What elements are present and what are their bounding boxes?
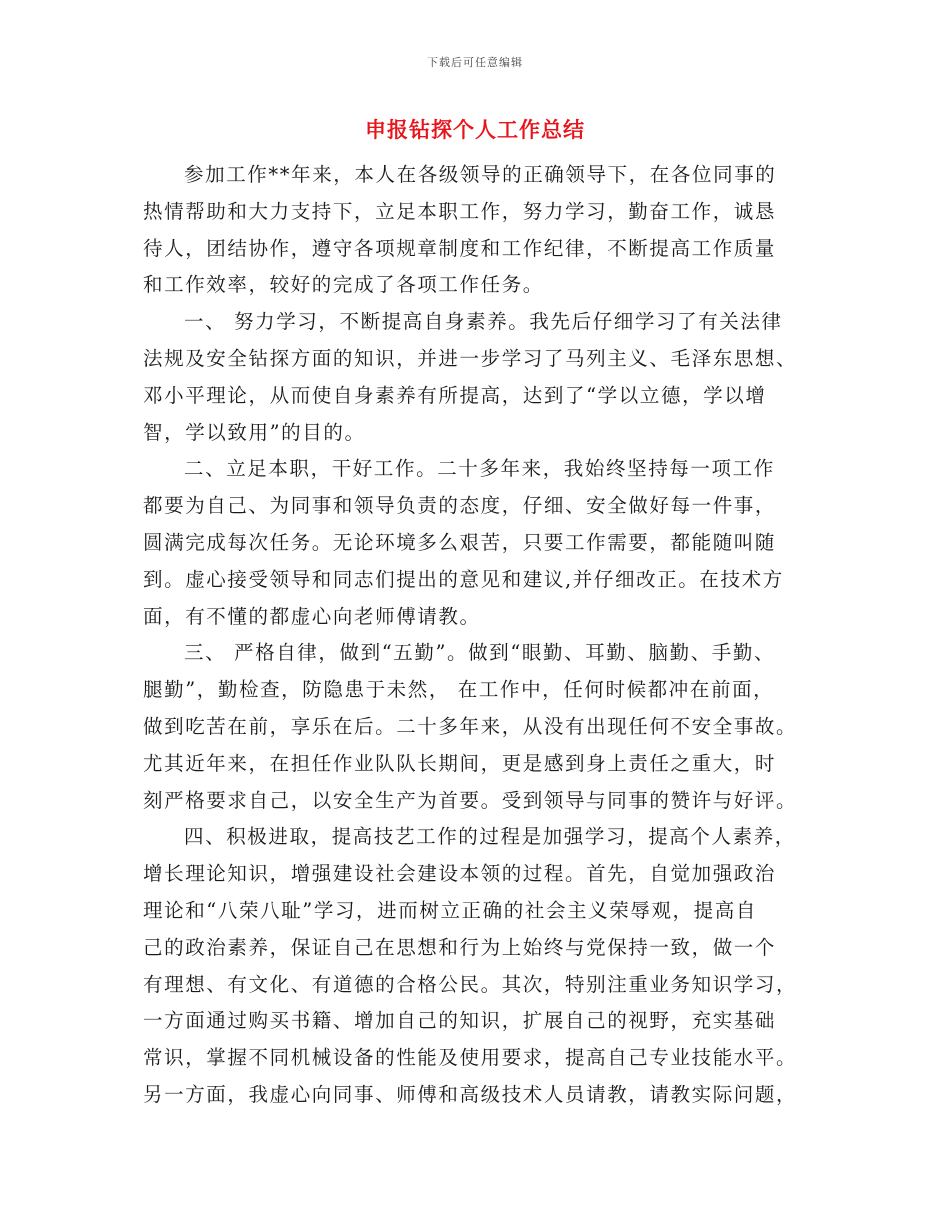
document-title: 申报钻探个人工作总结 (365, 118, 585, 142)
paragraph-line: 有理想、有文化、有道德的合格公民。其次，特别注重业务知识学习， (143, 972, 798, 996)
paragraph-1 (143, 157, 823, 304)
paragraph-line: 热情帮助和大力支持下，立足本职工作，努力学习，勤奋工作，诚恳 (143, 199, 777, 223)
paragraph-line: 智，学以致用”的目的。 (143, 420, 366, 444)
paragraph-line: 另一方面，我虚心向同事、师傅和高级技术人员请教，请教实际问题， (143, 1082, 798, 1106)
header-note: 下载后可任意编辑 (427, 56, 523, 69)
paragraph-line: 常识，掌握不同机械设备的性能及使用要求，提高自己专业技能水平。 (143, 1046, 798, 1070)
paragraph-line: 邓小平理论，从而使自身素养有所提高，达到了“学以立德，学以增 (143, 383, 767, 407)
paragraph-line: 腿勤”，勤检查，防隐患于未然， 在工作中，任何时候都冲在前面， (143, 678, 775, 702)
paragraph-line: 增长理论知识，增强建设社会建设本领的过程。首先，自觉加强政治 (143, 862, 777, 886)
paragraph-3 (143, 451, 823, 635)
paragraph-line: 理论和“八荣八耻”学习，进而树立正确的社会主义荣辱观，提高自 (143, 898, 757, 922)
paragraph-line: 刻严格要求自己，以安全生产为首要。受到领导与同事的赞许与好评。 (143, 788, 798, 812)
paragraph-line: 三、 严格自律，做到“五勤”。做到“眼勤、耳勤、脑勤、手勤、 (184, 641, 776, 665)
paragraph-line: 到。虚心接受领导和同志们提出的意见和建议,并仔细改正。在技术方 (143, 567, 784, 591)
paragraph-line: 参加工作**年来，本人在各级领导的正确领导下，在各位同事的 (184, 163, 777, 186)
paragraph-line: 一、 努力学习，不断提高自身素养。我先后仔细学习了有关法律 (184, 310, 783, 334)
paragraph-line: 法规及安全钻探方面的知识，并进一步学习了马列主义、毛泽东思想、 (143, 346, 798, 370)
paragraph-line: 都要为自己、为同事和领导负责的态度，仔细、安全做好每一件事， (143, 494, 777, 518)
paragraph-line: 面，有不懂的都虚心向老师傅请教。 (143, 604, 481, 628)
paragraph-line: 二、立足本职，干好工作。二十多年来，我始终坚持每一项工作 (184, 457, 775, 481)
paragraph-line: 待人，团结协作，遵守各项规章制度和工作纪律，不断提高工作质量 (143, 236, 777, 260)
paragraph-4 (143, 635, 823, 819)
paragraph-5 (143, 819, 823, 1113)
paragraph-line: 圆满完成每次任务。无论环境多么艰苦，只要工作需要，都能随叫随 (143, 530, 777, 554)
paragraph-line: 四、积极进取，提高技艺工作的过程是加强学习，提高个人素养， (184, 825, 796, 849)
document-body (143, 157, 823, 1114)
paragraph-line: 和工作效率，较好的完成了各项工作任务。 (143, 273, 544, 297)
paragraph-line: 己的政治素养，保证自己在思想和行为上始终与党保持一致，做一个 (143, 935, 777, 959)
paragraph-line: 尤其近年来，在担任作业队队长期间，更是感到身上责任之重大，时 (143, 751, 777, 775)
paragraph-2 (143, 304, 823, 451)
paragraph-line: 一方面通过购买书籍、增加自己的知识，扩展自己的视野，充实基础 (143, 1009, 777, 1033)
paragraph-line: 做到吃苦在前，享乐在后。二十多年来，从没有出现任何不安全事故。 (143, 714, 798, 738)
